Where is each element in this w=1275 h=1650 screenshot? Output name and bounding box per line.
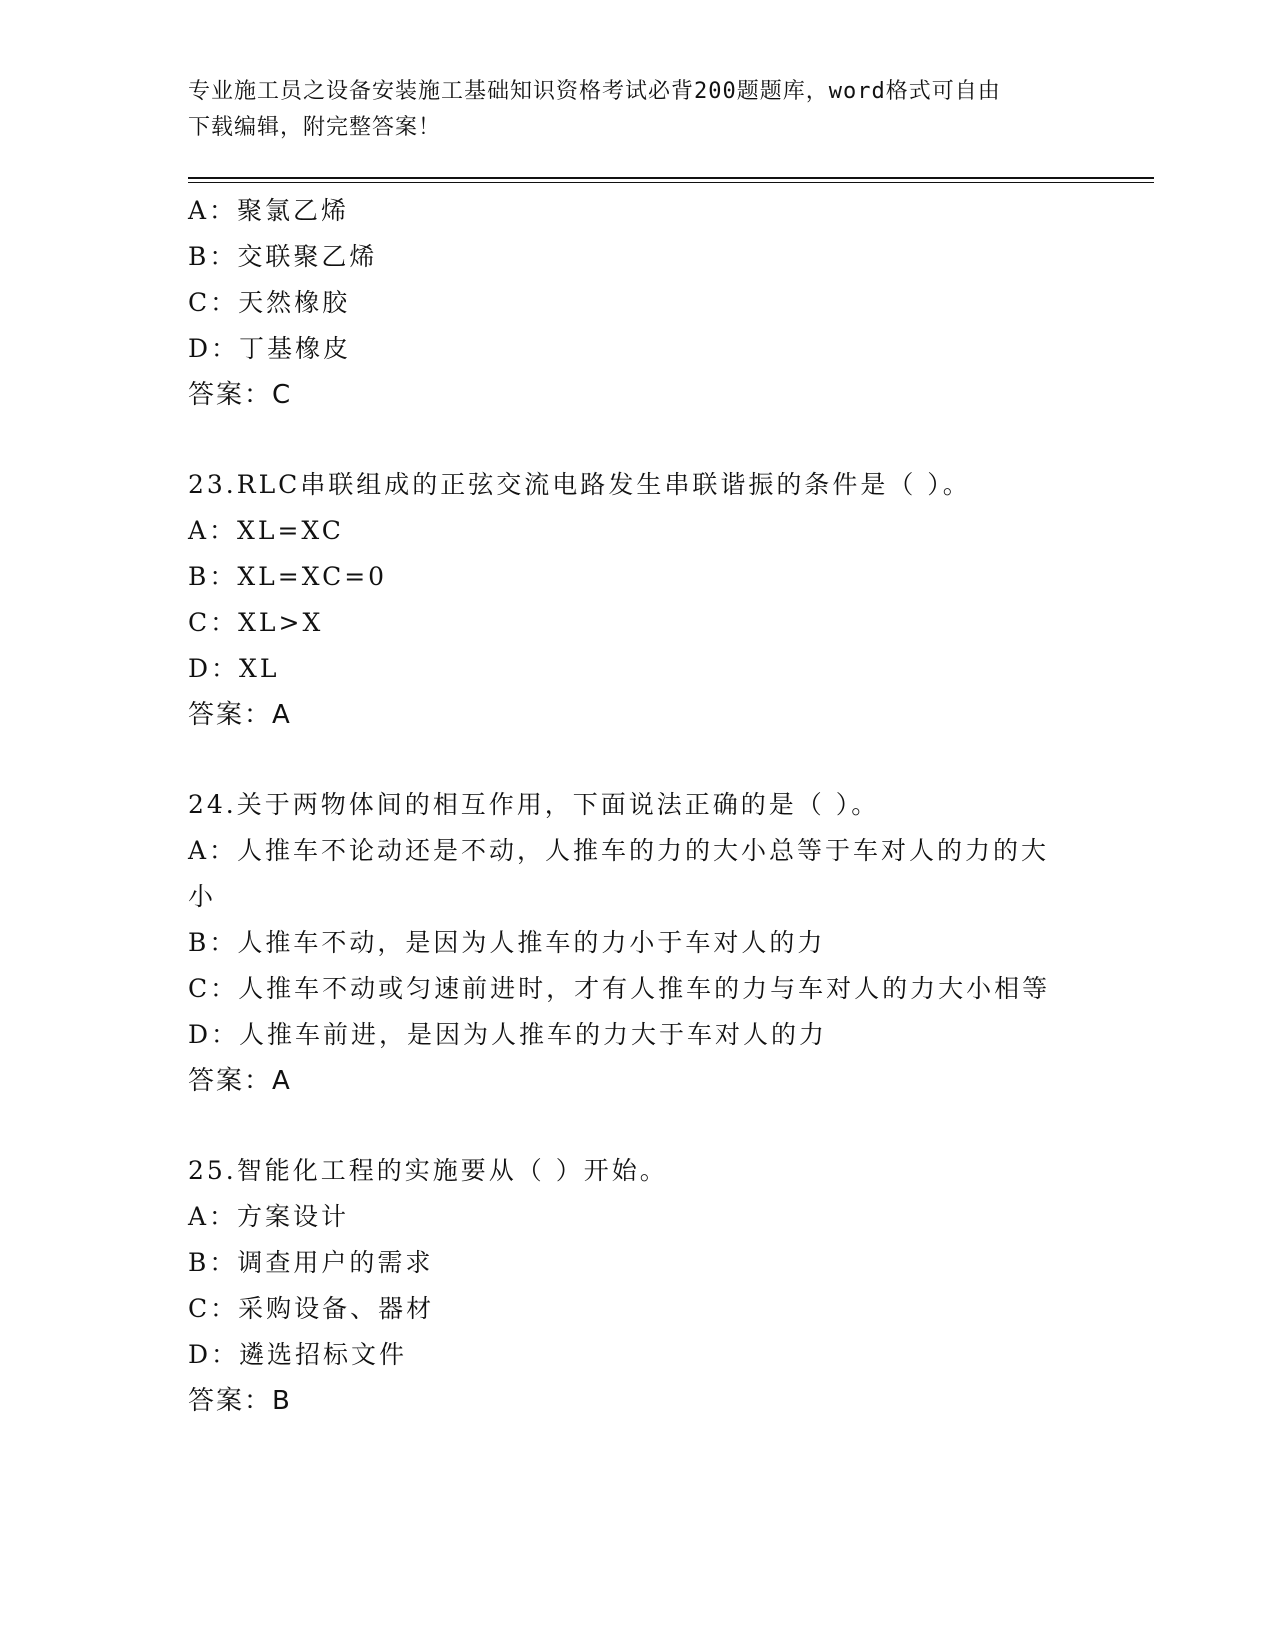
answer-line: 答案：B (188, 1386, 292, 1416)
option-c: C：XL>X (188, 608, 324, 637)
option-b: B：交联聚乙烯 (188, 242, 378, 271)
question-list (188, 188, 1088, 1424)
header-line-2: 下载编辑，附完整答案！ (188, 115, 442, 140)
header-line-1: 专业施工员之设备安装施工基础知识资格考试必背200题题库，word格式可自由 (188, 79, 1001, 104)
question-text: 23.RLC串联组成的正弦交流电路发生串联谐振的条件是（ ）。 (188, 470, 971, 499)
option-c: C：天然橡胶 (188, 288, 351, 317)
option-a: A：方案设计 (188, 1202, 350, 1231)
option-a: A：聚氯乙烯 (188, 196, 350, 225)
question-text: 24.关于两物体间的相互作用，下面说法正确的是（ ）。 (188, 790, 880, 819)
option-d: D：遴选招标文件 (188, 1340, 408, 1369)
option-b: B：调查用户的需求 (188, 1248, 434, 1277)
header-divider-thick (188, 177, 1154, 179)
option-c: C：人推车不动或匀速前进时，才有人推车的力与车对人的力大小相等 (188, 974, 1051, 1003)
question-spacer (188, 1104, 1088, 1148)
answer-line: 答案：A (188, 1066, 292, 1096)
option-d: D：XL (188, 654, 280, 683)
option-a: A：XL=XC (188, 516, 344, 545)
question-text: 25.智能化工程的实施要从（ ）开始。 (188, 1156, 668, 1185)
option-a-line-1: A：人推车不论动还是不动，人推车的力的大小总等于车对人的力的大 (188, 836, 1050, 865)
answer-line: 答案：A (188, 700, 292, 730)
option-d: D：人推车前进，是因为人推车的力大于车对人的力 (188, 1020, 828, 1049)
question-23 (188, 462, 1088, 738)
document-header (188, 74, 1068, 146)
answer-line: 答案：C (188, 380, 293, 410)
option-d: D：丁基橡皮 (188, 334, 352, 363)
question-spacer (188, 738, 1088, 782)
question-25 (188, 1148, 1088, 1424)
question-22-continued (188, 188, 1088, 418)
option-a-line-2: 小 (188, 882, 217, 911)
question-spacer (188, 418, 1088, 462)
question-24 (188, 782, 1088, 1104)
option-b: B：XL=XC=0 (188, 562, 388, 591)
header-divider-thin (188, 182, 1154, 183)
option-c: C：采购设备、器材 (188, 1294, 435, 1323)
option-b: B：人推车不动，是因为人推车的力小于车对人的力 (188, 928, 826, 957)
